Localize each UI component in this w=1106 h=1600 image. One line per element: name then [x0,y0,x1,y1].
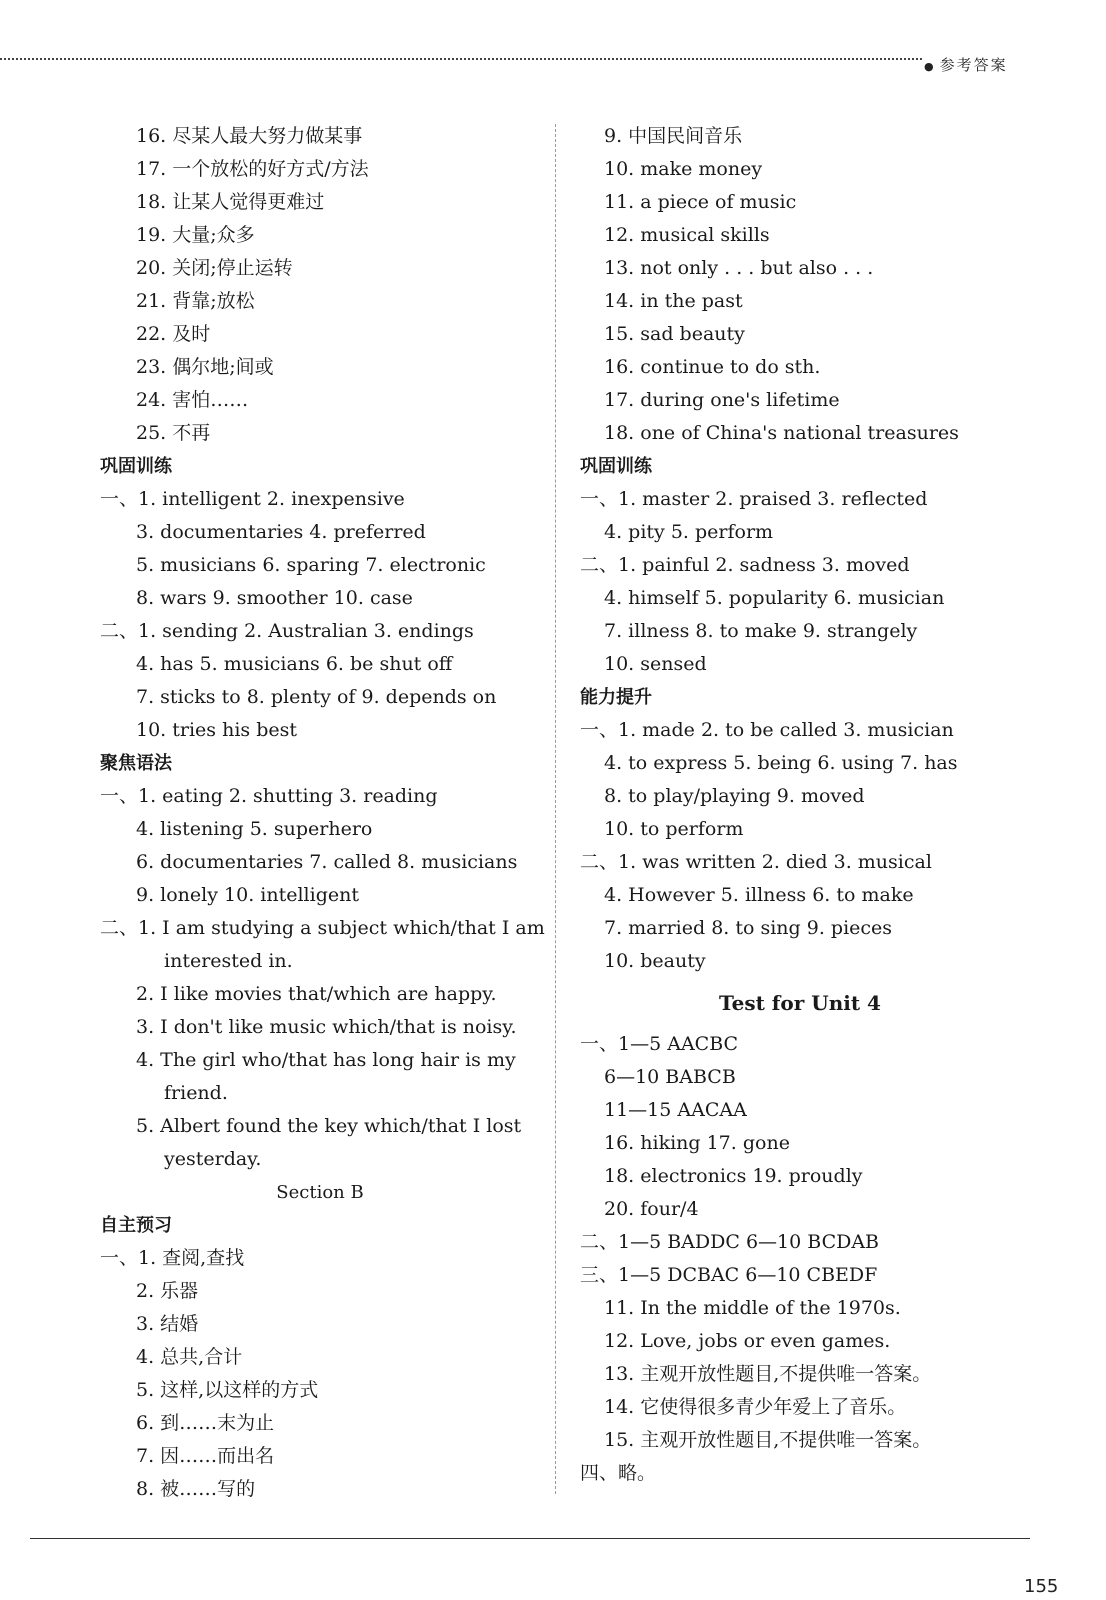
answer-line: 10. make money [604,158,763,180]
answer-line: 4. has 5. musicians 6. be shut off [136,653,453,675]
section-heading: 巩固训练 [580,456,652,477]
answer-line: 6. documentaries 7. called 8. musicians [136,851,518,873]
section-heading: 巩固训练 [100,456,172,477]
answer-line: 17. 一个放松的好方式/方法 [136,158,369,180]
answer-line: 15. 主观开放性题目,不提供唯一答案。 [604,1429,932,1451]
answer-line: 13. 主观开放性题目,不提供唯一答案。 [604,1363,932,1385]
answer-line: 5. musicians 6. sparing 7. electronic [136,554,486,576]
answer-line: 二、1—5 BADDC 6—10 BCDAB [580,1231,880,1253]
answer-line: 7. illness 8. to make 9. strangely [604,620,918,642]
answer-line: 13. not only . . . but also . . . [604,257,874,279]
answer-line: 11—15 AACAA [604,1099,747,1121]
answer-line: 5. Albert found the key which/that I lost [136,1115,522,1137]
answer-line: 16. 尽某人最大努力做某事 [136,125,363,147]
answer-line: 10. sensed [604,653,707,675]
answer-line: 23. 偶尔地;间或 [136,356,274,378]
answer-line: 5. 这样,以这样的方式 [136,1379,319,1401]
answer-line: 19. 大量;众多 [136,224,255,246]
answer-line: 一、1. master 2. praised 3. reflected [580,488,928,510]
answer-line: 15. sad beauty [604,323,745,345]
section-heading: 自主预习 [100,1215,172,1236]
answer-line: 一、1. intelligent 2. inexpensive [100,488,405,510]
answer-line: 8. 被……写的 [136,1478,256,1500]
answer-line: 12. Love, jobs or even games. [604,1330,891,1352]
answer-line: 7. 因……而出名 [136,1445,275,1467]
answer-line: yesterday. [164,1148,262,1170]
answer-line: 17. during one's lifetime [604,389,840,411]
answer-line: 一、1. made 2. to be called 3. musician [580,719,954,741]
answer-line: 20. four/4 [604,1198,699,1220]
answer-line: 10. beauty [604,950,706,972]
answer-line: 11. In the middle of the 1970s. [604,1297,901,1319]
answer-line: 2. 乐器 [136,1280,199,1302]
answer-line: 一、1. eating 2. shutting 3. reading [100,785,438,807]
answer-line: 二、1. painful 2. sadness 3. moved [580,554,910,576]
answer-line: 12. musical skills [604,224,770,246]
answer-line: 一、1—5 AACBC [580,1033,739,1055]
answer-line: 6. 到……末为止 [136,1412,275,1434]
answer-line: 4. pity 5. perform [604,521,774,543]
header-dotted-rule [0,58,922,60]
answer-line: 8. to play/playing 9. moved [604,785,865,807]
answer-line: 21. 背靠;放松 [136,290,255,312]
answer-line: 3. documentaries 4. preferred [136,521,426,543]
header-title [924,54,1008,75]
answer-line: 8. wars 9. smoother 10. case [136,587,413,609]
section-heading: 聚焦语法 [100,753,172,774]
answer-line: 3. I don't like music which/that is noisy. [136,1016,517,1038]
answer-line: 11. a piece of music [604,191,797,213]
column-divider [555,124,556,1494]
answer-line: 7. married 8. to sing 9. pieces [604,917,893,939]
answer-line: 9. 中国民间音乐 [604,125,743,147]
answer-line: 4. himself 5. popularity 6. musician [604,587,945,609]
left-column [100,120,545,1506]
answer-line: 18. 让某人觉得更难过 [136,191,325,213]
answer-line: 20. 关闭;停止运转 [136,257,293,279]
section-heading: 能力提升 [580,687,652,708]
answer-line: 二、1. I am studying a subject which/that I am [100,917,545,939]
answer-line: 18. electronics 19. proudly [604,1165,863,1187]
answer-line: 4. The girl who/that has long hair is my [136,1049,516,1071]
footer-rule [30,1538,1030,1539]
answer-line: 14. in the past [604,290,743,312]
answer-line: 4. to express 5. being 6. using 7. has [604,752,958,774]
answer-line: 4. However 5. illness 6. to make [604,884,914,906]
answer-line: 16. continue to do sth. [604,356,821,378]
answer-line: 25. 不再 [136,422,211,444]
answer-line: 22. 及时 [136,323,211,345]
answer-line: 16. hiking 17. gone [604,1132,790,1154]
page-number: 155 [1024,1576,1059,1597]
answer-line: 6—10 BABCB [604,1066,736,1088]
answer-line: 10. tries his best [136,719,297,741]
answer-line: 10. to perform [604,818,744,840]
answer-line: 4. 总共,合计 [136,1346,243,1368]
answer-line: 一、1. 查阅,查找 [100,1247,245,1269]
answer-line: 7. sticks to 8. plenty of 9. depends on [136,686,497,708]
answer-line: 18. one of China's national treasures [604,422,959,444]
header-bullet-icon: ● [924,60,936,73]
answer-line: friend. [164,1082,228,1104]
answer-line: 二、1. sending 2. Australian 3. endings [100,620,474,642]
answer-line: 3. 结婚 [136,1313,199,1335]
header-title-text: 参考答案 [939,56,1008,74]
test-title: Test for Unit 4 [719,991,881,1015]
section-title: Section B [276,1182,364,1203]
answer-line: 2. I like movies that/which are happy. [136,983,497,1005]
answer-line: interested in. [164,950,293,972]
answer-line: 9. lonely 10. intelligent [136,884,359,906]
right-column [580,120,1020,1490]
answer-line: 24. 害怕…… [136,389,249,411]
answer-line: 三、1—5 DCBAC 6—10 CBEDF [580,1264,878,1286]
answer-line: 二、1. was written 2. died 3. musical [580,851,932,873]
answer-line: 四、略。 [580,1462,657,1484]
answer-line: 14. 它使得很多青少年爱上了音乐。 [604,1396,907,1418]
answer-line: 4. listening 5. superhero [136,818,373,840]
